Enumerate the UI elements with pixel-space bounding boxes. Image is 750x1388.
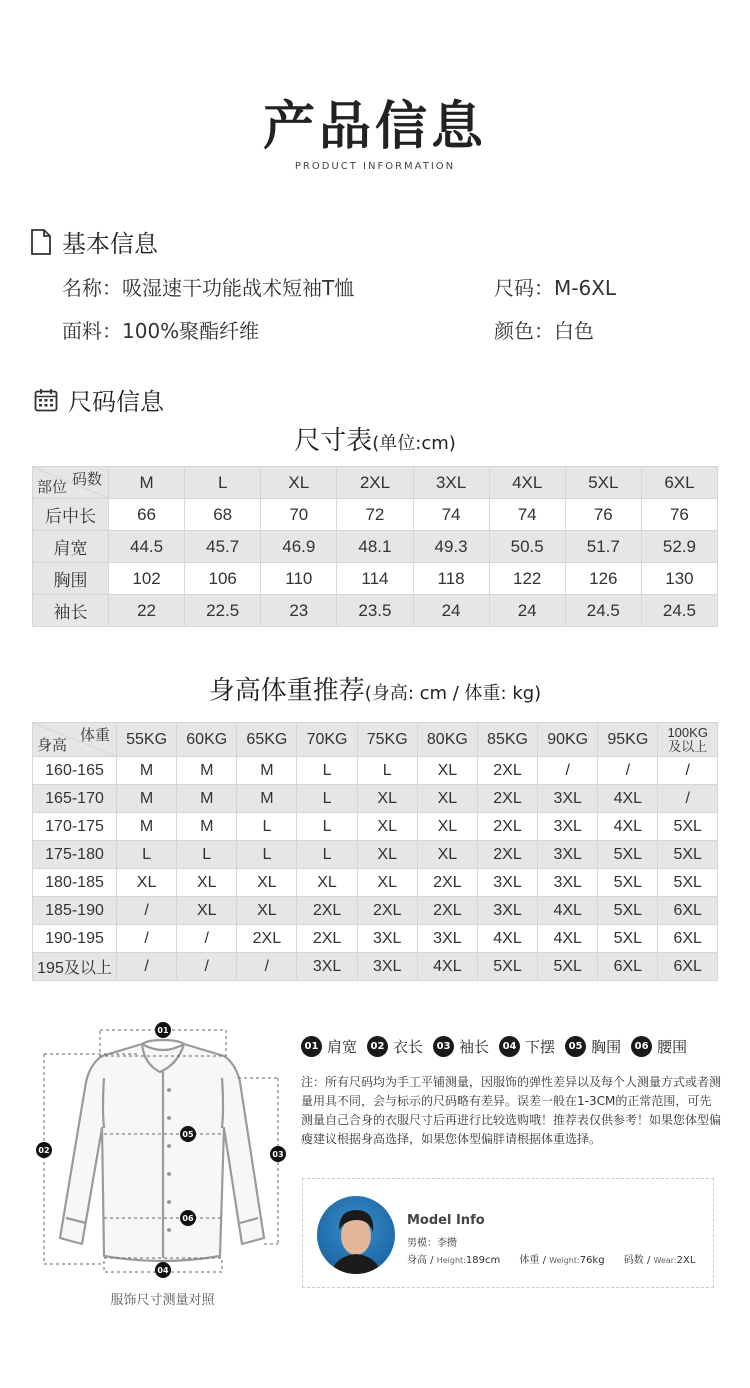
rec-cell: 3XL — [477, 869, 537, 897]
rec-cell: / — [177, 953, 237, 981]
legend-item — [433, 1036, 489, 1057]
size-table-row — [33, 595, 718, 627]
size-cell: 24 — [413, 595, 489, 627]
size-table-unit: (单位:cm) — [372, 433, 456, 454]
legend-item — [565, 1036, 621, 1057]
rec-cell: XL — [177, 897, 237, 925]
legend-item — [301, 1036, 357, 1057]
rec-table-title-text: 身高体重推荐 — [208, 676, 365, 706]
size-cell: 50.5 — [489, 531, 565, 563]
size-cell: 22.5 — [185, 595, 261, 627]
model-info-card — [302, 1178, 714, 1288]
rec-cell: XL — [417, 841, 477, 869]
rec-cell: 6XL — [658, 953, 718, 981]
rec-cell: 5XL — [658, 869, 718, 897]
marker-03-label: 03 — [272, 1150, 284, 1159]
rec-cell: 2XL — [477, 757, 537, 785]
size-label: 尺码： — [494, 276, 554, 300]
rec-cell: XL — [357, 813, 417, 841]
size-cell: 122 — [489, 563, 565, 595]
size-table — [32, 466, 718, 627]
legend-label: 下摆 — [525, 1038, 556, 1056]
size-cell: 110 — [261, 563, 337, 595]
legend-item — [499, 1036, 555, 1057]
rec-cell: 2XL — [477, 841, 537, 869]
legend-number-badge: 04 — [499, 1036, 520, 1057]
legend-number-badge: 02 — [367, 1036, 388, 1057]
model-stats — [407, 1251, 695, 1266]
size-cell: 66 — [109, 499, 185, 531]
marker-04 — [155, 1262, 171, 1278]
rec-cell: 4XL — [538, 897, 598, 925]
rec-table-row — [33, 841, 718, 869]
rec-cell: 2XL — [477, 813, 537, 841]
legend-number-badge: 06 — [631, 1036, 652, 1057]
rec-cell: 2XL — [417, 869, 477, 897]
size-cell: 24.5 — [565, 595, 641, 627]
rec-cell: 3XL — [538, 869, 598, 897]
rec-row-label: 180-185 — [33, 869, 117, 897]
size-cell: 72 — [337, 499, 413, 531]
product-name-row — [62, 272, 354, 301]
rec-col-header: 75KG — [357, 723, 417, 757]
rec-cell: XL — [417, 813, 477, 841]
size-row-label: 肩宽 — [33, 531, 109, 563]
size-col-header: 6XL — [641, 467, 717, 499]
diagram-caption: 服饰尺寸测量对照 — [110, 1293, 215, 1308]
marker-03 — [270, 1146, 286, 1162]
size-cell: 49.3 — [413, 531, 489, 563]
rec-cell: L — [297, 757, 357, 785]
size-cell: 130 — [641, 563, 717, 595]
weight-label: 体重 / — [519, 1255, 550, 1266]
rec-col-header: 70KG — [297, 723, 357, 757]
rec-col-header: 60KG — [177, 723, 237, 757]
rec-cell: L — [117, 841, 177, 869]
rec-cell: XL — [357, 785, 417, 813]
size-info-title: 尺码信息 — [68, 388, 164, 416]
rec-cell: 2XL — [417, 897, 477, 925]
marker-01-label: 01 — [157, 1026, 169, 1035]
rec-cell: M — [117, 757, 177, 785]
rec-cell: XL — [177, 869, 237, 897]
size-table-header-row — [33, 467, 718, 499]
rec-cell: L — [177, 841, 237, 869]
rec-cell: L — [297, 813, 357, 841]
rec-row-label: 160-165 — [33, 757, 117, 785]
marker-05 — [180, 1126, 196, 1142]
rec-cell: / — [117, 953, 177, 981]
size-cell: 48.1 — [337, 531, 413, 563]
weight-sub: Weight: — [549, 1256, 580, 1265]
rec-table-corner — [33, 723, 117, 757]
rec-cell: 5XL — [658, 841, 718, 869]
rec-cell: 3XL — [538, 785, 598, 813]
rec-row-label: 175-180 — [33, 841, 117, 869]
page-title: 产品信息 — [262, 97, 487, 157]
rec-table-row — [33, 925, 718, 953]
rec-cell: XL — [297, 869, 357, 897]
rec-row-label: 170-175 — [33, 813, 117, 841]
marker-01 — [155, 1022, 171, 1038]
size-info-heading — [34, 382, 164, 417]
page-subtitle: PRODUCT INFORMATION — [294, 161, 456, 172]
size-row-label: 胸围 — [33, 563, 109, 595]
legend-number-badge: 01 — [301, 1036, 322, 1057]
size-col-header: 5XL — [565, 467, 641, 499]
rec-col-header-last-line1: 100KG — [667, 724, 708, 740]
rec-cell: 6XL — [658, 897, 718, 925]
rec-cell: / — [658, 757, 718, 785]
rec-cell: M — [117, 813, 177, 841]
size-col-header: 4XL — [489, 467, 565, 499]
wear-sub: Wear: — [653, 1256, 677, 1265]
rec-table-unit: (身高: cm / 体重: kg) — [364, 683, 542, 704]
rec-table-title — [0, 670, 750, 707]
corner-height-label: 身高 — [37, 737, 68, 754]
size-cell: 44.5 — [109, 531, 185, 563]
rec-cell: L — [297, 785, 357, 813]
height-sub: Height: — [436, 1256, 466, 1265]
marker-06 — [180, 1210, 196, 1226]
rec-cell: XL — [237, 869, 297, 897]
size-cell: 52.9 — [641, 531, 717, 563]
rec-cell: 3XL — [417, 925, 477, 953]
size-cell: 46.9 — [261, 531, 337, 563]
size-cell: 74 — [413, 499, 489, 531]
rec-cell: 5XL — [598, 869, 658, 897]
size-cell: 23 — [261, 595, 337, 627]
measurement-legend — [301, 1036, 687, 1057]
size-col-header: 3XL — [413, 467, 489, 499]
rec-cell: 3XL — [297, 953, 357, 981]
rec-cell: 6XL — [598, 953, 658, 981]
size-cell: 51.7 — [565, 531, 641, 563]
size-col-header: 2XL — [337, 467, 413, 499]
color-label: 颜色： — [494, 319, 554, 343]
rec-cell: 3XL — [538, 841, 598, 869]
rec-cell: 5XL — [477, 953, 537, 981]
size-cell: 23.5 — [337, 595, 413, 627]
rec-cell: M — [177, 813, 237, 841]
rec-cell: XL — [237, 897, 297, 925]
rec-cell: 3XL — [477, 897, 537, 925]
legend-label: 腰围 — [657, 1038, 688, 1056]
rec-cell: M — [177, 785, 237, 813]
rec-cell: M — [177, 757, 237, 785]
rec-cell: / — [658, 785, 718, 813]
rec-cell: XL — [357, 869, 417, 897]
rec-cell: 4XL — [417, 953, 477, 981]
size-cell: 45.7 — [185, 531, 261, 563]
size-cell: 126 — [565, 563, 641, 595]
shirt-diagram — [30, 1018, 295, 1283]
size-value: M-6XL — [554, 276, 617, 300]
weight-value: 76kg — [579, 1255, 605, 1266]
rec-cell: M — [117, 785, 177, 813]
rec-cell: 4XL — [477, 925, 537, 953]
size-cell: 22 — [109, 595, 185, 627]
rec-col-header: 55KG — [117, 723, 177, 757]
size-col-header: M — [109, 467, 185, 499]
rec-cell: XL — [117, 869, 177, 897]
rec-cell: 3XL — [357, 953, 417, 981]
fabric-label: 面料： — [62, 319, 122, 343]
size-col-header: XL — [261, 467, 337, 499]
rec-table-row — [33, 757, 718, 785]
size-cell: 106 — [185, 563, 261, 595]
rec-cell: 5XL — [598, 841, 658, 869]
corner-weight-label: 体重 — [79, 727, 110, 744]
size-cell: 76 — [565, 499, 641, 531]
model-name: 男模：李攒 — [407, 1238, 457, 1249]
legend-label: 衣长 — [393, 1038, 424, 1056]
rec-cell: 2XL — [297, 925, 357, 953]
marker-02 — [36, 1142, 52, 1158]
legend-number-badge: 05 — [565, 1036, 586, 1057]
rec-cell: L — [237, 813, 297, 841]
rec-col-header: 80KG — [417, 723, 477, 757]
corner-part-label: 部位 — [37, 479, 68, 496]
corner-size-label: 码数 — [71, 471, 102, 488]
size-cell: 24.5 — [641, 595, 717, 627]
rec-table-row — [33, 869, 718, 897]
name-label: 名称： — [62, 276, 122, 300]
rec-cell: 4XL — [538, 925, 598, 953]
marker-02-label: 02 — [38, 1146, 50, 1155]
rec-cell: 5XL — [658, 813, 718, 841]
size-table-corner — [33, 467, 109, 499]
legend-item — [631, 1036, 687, 1057]
size-cell: 102 — [109, 563, 185, 595]
size-row-label: 袖长 — [33, 595, 109, 627]
rec-cell: L — [237, 841, 297, 869]
measurement-note: 注：所有尺码均为手工平铺测量，因服饰的弹性差异以及每个人测量方式或者测量用具不同，会与标示的尺码略有差异。误差一般在1-3CM的正常范围，可先测量自己合身的衣服尺寸后再进行比较选购哦！推荐表仅供参考！如果您体型偏瘦建议根据身高选择，如果您体型偏胖请根据体重选择。 — [301, 1075, 722, 1146]
rec-cell: 3XL — [357, 925, 417, 953]
rec-cell: L — [357, 757, 417, 785]
size-range-row — [494, 272, 616, 301]
rec-table-row — [33, 897, 718, 925]
rec-cell: 5XL — [538, 953, 598, 981]
size-table-row — [33, 563, 718, 595]
model-avatar — [317, 1196, 395, 1274]
rec-cell: 2XL — [297, 897, 357, 925]
rec-cell: XL — [417, 757, 477, 785]
rec-cell: 5XL — [598, 897, 658, 925]
legend-number-badge: 03 — [433, 1036, 454, 1057]
wear-label: 码数 / — [623, 1255, 654, 1266]
rec-row-label: 195及以上 — [33, 953, 117, 981]
basic-info-title: 基本信息 — [62, 230, 158, 258]
rec-cell: 3XL — [538, 813, 598, 841]
rec-col-header: 95KG — [598, 723, 658, 757]
rec-cell: XL — [417, 785, 477, 813]
size-table-title-text: 尺寸表 — [294, 426, 373, 456]
rec-cell: 5XL — [598, 925, 658, 953]
rec-cell: 2XL — [237, 925, 297, 953]
rec-table-row — [33, 813, 718, 841]
rec-row-label: 165-170 — [33, 785, 117, 813]
rec-col-header-last-line2: 及以上 — [668, 738, 708, 754]
rec-table-row — [33, 785, 718, 813]
recommendation-table — [32, 722, 718, 981]
rec-cell: L — [297, 841, 357, 869]
rec-col-header: 85KG — [477, 723, 537, 757]
rec-cell: / — [177, 925, 237, 953]
size-row-label: 后中长 — [33, 499, 109, 531]
rec-cell: / — [237, 953, 297, 981]
size-col-header: L — [185, 467, 261, 499]
rec-row-label: 190-195 — [33, 925, 117, 953]
fabric-row — [62, 315, 259, 344]
document-icon — [30, 229, 52, 255]
basic-info-heading — [30, 224, 158, 259]
size-cell: 118 — [413, 563, 489, 595]
rec-cell: M — [237, 785, 297, 813]
rec-cell: 6XL — [658, 925, 718, 953]
size-table-title — [0, 420, 750, 457]
height-value: 189cm — [465, 1255, 501, 1266]
rec-col-header: 90KG — [538, 723, 598, 757]
color-value: 白色 — [554, 319, 594, 343]
rec-cell: 4XL — [598, 785, 658, 813]
rec-col-header: 65KG — [237, 723, 297, 757]
size-table-row — [33, 499, 718, 531]
rec-table-row — [33, 953, 718, 981]
rec-cell: / — [117, 925, 177, 953]
wear-value: 2XL — [676, 1255, 696, 1266]
rec-cell: 2XL — [357, 897, 417, 925]
rec-cell: / — [598, 757, 658, 785]
size-cell: 24 — [489, 595, 565, 627]
rec-cell: 4XL — [598, 813, 658, 841]
size-cell: 68 — [185, 499, 261, 531]
rec-table-header-row — [33, 723, 718, 757]
marker-06-label: 06 — [182, 1214, 194, 1223]
name-value: 吸湿速干功能战术短袖T恤 — [122, 276, 355, 300]
marker-04-label: 04 — [157, 1266, 169, 1275]
rec-col-header-last — [658, 723, 718, 757]
size-table-row — [33, 531, 718, 563]
rec-row-label: 185-190 — [33, 897, 117, 925]
size-cell: 74 — [489, 499, 565, 531]
marker-05-label: 05 — [182, 1130, 194, 1139]
fabric-value: 100%聚酯纤维 — [122, 319, 260, 343]
rec-cell: 2XL — [477, 785, 537, 813]
rec-cell: XL — [357, 841, 417, 869]
rec-cell: / — [117, 897, 177, 925]
legend-label: 胸围 — [591, 1038, 622, 1056]
rec-cell: M — [237, 757, 297, 785]
color-row — [494, 315, 594, 344]
model-info-title: Model Info — [407, 1213, 485, 1228]
rec-cell: / — [538, 757, 598, 785]
legend-label: 袖长 — [459, 1038, 490, 1056]
size-cell: 76 — [641, 499, 717, 531]
height-label: 身高 / — [407, 1255, 437, 1266]
legend-item — [367, 1036, 423, 1057]
size-cell: 70 — [261, 499, 337, 531]
legend-label: 肩宽 — [327, 1038, 358, 1056]
calendar-icon — [34, 388, 58, 412]
size-cell: 114 — [337, 563, 413, 595]
